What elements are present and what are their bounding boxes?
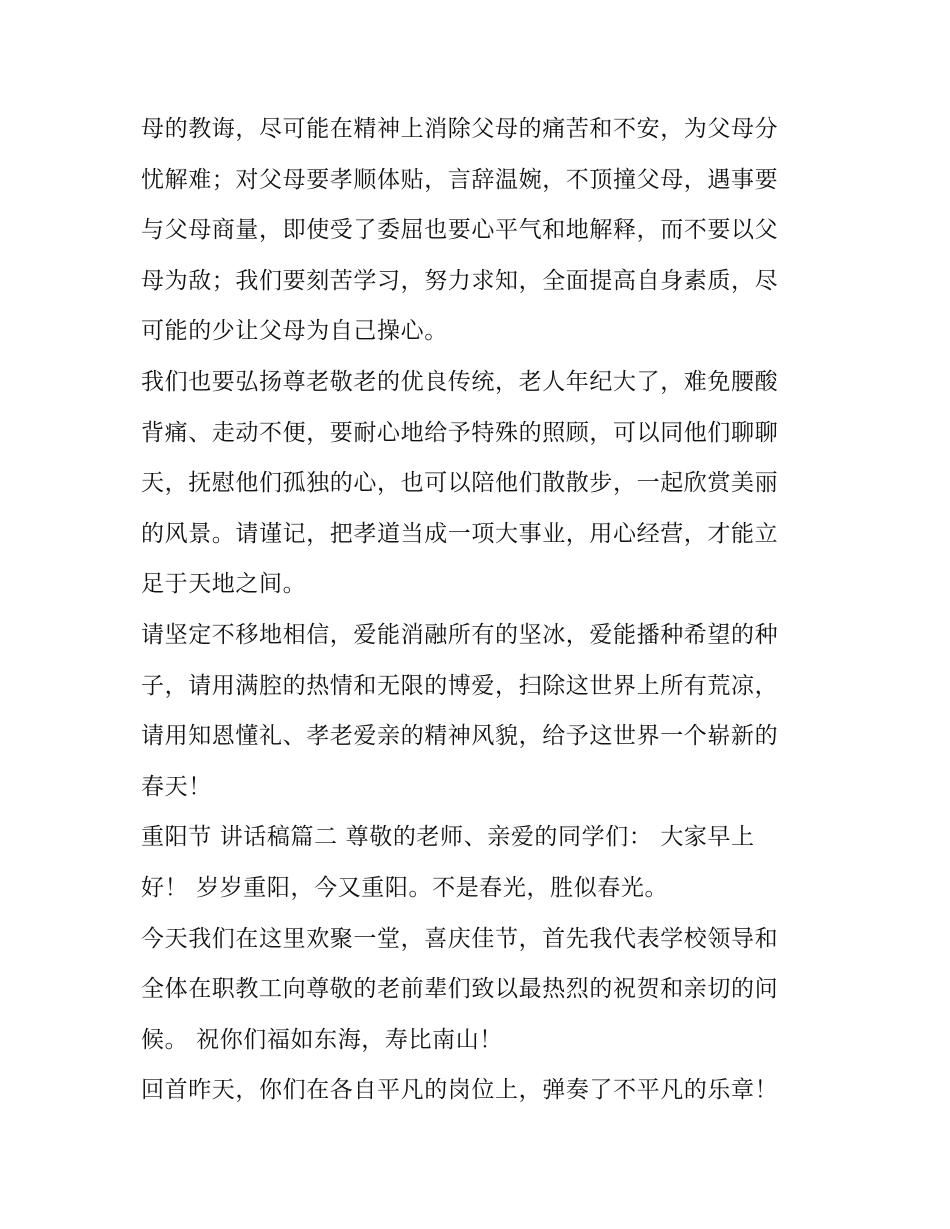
text-line: 的风景。请谨记，把孝道当成一项大事业，用心经营，才能立: [141, 520, 779, 547]
text-line: 回首昨天，你们在各自平凡的岗位上，弹奏了不平凡的乐章！: [141, 1077, 779, 1104]
text-line: 我们也要弘扬尊老敬老的优良传统，老人年纪大了，难免腰酸: [141, 368, 779, 395]
text-line: 与父母商量，即使受了委屈也要心平气和地解释，而不要以父: [141, 217, 779, 244]
text-line: 足于天地之间。: [141, 571, 307, 598]
text-line: 子，请用满腔的热情和无限的博爱，扫除这世界上所有荒凉，: [141, 672, 779, 699]
text-line: 母为敌；我们要刻苦学习，努力求知，全面提高自身素质，尽: [141, 267, 779, 294]
text-line: 天，抚慰他们孤独的心，也可以陪他们散散步，一起欣赏美丽: [141, 470, 779, 497]
text-line: 全体在职教工向尊敬的老前辈们致以最热烈的祝贺和亲切的问: [141, 976, 779, 1003]
text-line: 母的教诲，尽可能在精神上消除父母的痛苦和不安，为父母分: [141, 116, 779, 142]
text-line: 春天！: [141, 773, 212, 800]
text-line: 今天我们在这里欢聚一堂，喜庆佳节，首先我代表学校领导和: [141, 925, 779, 952]
text-line: 忧解难；对父母要孝顺体贴，言辞温婉，不顶撞父母，遇事要: [141, 166, 779, 193]
text-line: 好！ 岁岁重阳，今又重阳。不是春光，胜似春光。: [141, 874, 669, 901]
text-line: 请用知恩懂礼、孝老爱亲的精神风貌，给予这世界一个崭新的: [141, 723, 779, 750]
text-line: 请坚定不移地相信，爱能消融所有的坚冰，爱能播种希望的种: [141, 621, 779, 648]
text-line: 候。 祝你们福如东海，寿比南山！: [141, 1026, 503, 1053]
text-line: 可能的少让父母为自己操心。: [141, 318, 448, 345]
body-text: [141, 104, 821, 1116]
text-line: 背痛、走动不便，要耐心地给予特殊的照顾，可以同他们聊聊: [141, 419, 779, 446]
text-line: 重阳节 讲话稿篇二 尊敬的老师、亲爱的同学们： 大家早上: [141, 824, 755, 851]
